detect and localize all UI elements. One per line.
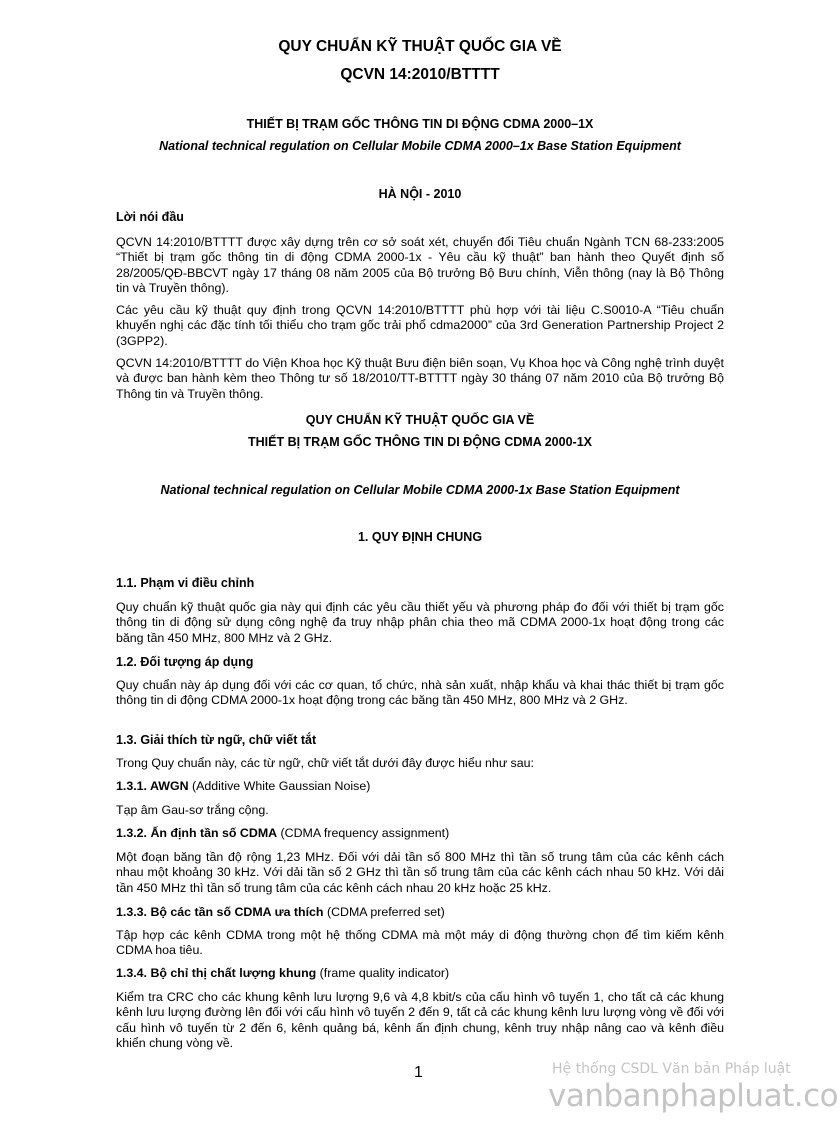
- term-name: 1.3.1. AWGN: [116, 779, 189, 793]
- section-1-2-text: Quy chuẩn này áp dụng đối với các cơ quan, tổ chức, nhà sản xuất, nhập khẩu và khai thác thiết bị trạm gốc thông tin di động CDMA 2000-1x hoạt động trong các băng tần 450 MHz, 800 MHz và 2 GHz.: [116, 678, 724, 708]
- foreword-paragraph-3: QCVN 14:2010/BTTTT do Viện Khoa học Kỹ thuật Bưu điện biên soạn, Vụ Khoa học và Công nghệ trình duyệt và được ban hành kèm theo Thông tư số 18/2010/TT-BTTTT ngày 30 tháng 07 năm 2010 của Bộ trưởng Bộ Thông tin và Truyền thông.: [116, 356, 724, 401]
- term-frame-quality-indicator-definition: Kiểm tra CRC cho các khung kênh lưu lượng 9,6 và 4,8 kbit/s của cấu hình vô tuyến 1, cho tất cả các khung kênh lưu lượng đường lên đối với cấu hình vô tuyến 2 đến 9, tất cả các khung kênh lưu lượng vòng về đối với cấu hình vô tuyến từ 2 đến 6, kênh quảng bá, kênh ấn định chung, kênh truy nhập nâng cao và kênh điều khiển chung vòng về.: [116, 990, 724, 1051]
- section-1-3-heading: 1.3. Giải thích từ ngữ, chữ viết tắt: [116, 733, 317, 747]
- document-title-line1: QUY CHUẨN KỸ THUẬT QUỐC GIA VỀ: [278, 38, 562, 55]
- section-1-1-text: Quy chuẩn kỹ thuật quốc gia này qui định các yêu cầu thiết yếu và phương pháp đo đối với thiết bị trạm gốc thông tin di động sử dụng công nghệ đa truy nhập phân chia theo mã CDMA 2000-1x hoạt động trong các băng tần 450 MHz, 800 MHz và 2 GHz.: [116, 600, 724, 645]
- term-gloss: (CDMA frequency assignment): [277, 826, 450, 840]
- regulation-title-line2: THIẾT BỊ TRẠM GỐC THÔNG TIN DI ĐỘNG CDMA 2000-1X: [247, 435, 592, 449]
- foreword-paragraph-2: Các yêu cầu kỹ thuật quy định trong QCVN 14:2010/BTTTT phù hợp với tài liệu C.S0010-A “Tiêu chuẩn khuyến nghị các đặc tính tối thiểu cho trạm gốc trải phổ cdma2000” của 3rd Generation Partnership Project 2 (3GPP2).: [116, 303, 724, 348]
- term-gloss: (Additive White Gaussian Noise): [188, 779, 371, 793]
- page-number: 1: [414, 1064, 423, 1081]
- section-1-1-heading: 1.1. Phạm vi điều chỉnh: [116, 576, 255, 590]
- foreword-heading: Lời nói đầu: [116, 210, 184, 224]
- section-1-heading: 1. QUY ĐỊNH CHUNG: [357, 530, 483, 544]
- place-year: HÀ NỘI - 2010: [378, 187, 462, 201]
- section-1-3-intro: Trong Quy chuẩn này, các từ ngữ, chữ viết tắt dưới đây được hiểu như sau:: [116, 756, 534, 770]
- foreword-paragraph-1: QCVN 14:2010/BTTTT được xây dựng trên cơ sở soát xét, chuyển đổi Tiêu chuẩn Ngành TCN 68-233:2005 “Thiết bị trạm gốc thông tin di động CDMA 2000-1x - Yêu cầu kỹ thuật” ban hành theo Quyết định số 28/2005/QĐ-BBCVT ngày 17 tháng 08 năm 2005 của Bộ trưởng Bộ Bưu chính, Viễn thông (nay là Bộ Thông tin và Truyền thông).: [116, 235, 724, 296]
- term-cdma-frequency-assignment-definition: Một đoạn băng tần độ rộng 1,23 MHz. Đối với dải tần số 800 MHz thì tần số trung tâm của các kênh cách nhau một khoảng 30 kHz. Với dải tần số 2 GHz thì tần số trung tâm của các kênh cách nhau 50 kHz. Với dải tần 450 MHz thì tần số trung tâm của các kênh cách nhau 20 kHz hoặc 25 kHz.: [116, 850, 724, 895]
- document-subtitle-en: National technical regulation on Cellular Mobile CDMA 2000–1x Base Station Equipment: [159, 139, 681, 153]
- term-name: 1.3.4. Bộ chỉ thị chất lượng khung: [116, 966, 317, 980]
- document-title-code: QCVN 14:2010/BTTTT: [340, 66, 500, 83]
- regulation-title-line1: QUY CHUẨN KỸ THUẬT QUỐC GIA VỀ: [305, 413, 535, 427]
- term-frame-quality-indicator: [116, 966, 449, 980]
- term-cdma-frequency-assignment: [116, 826, 449, 840]
- term-awgn: [116, 779, 370, 793]
- watermark-caption: Hệ thống CSDL Văn bản Pháp luật: [552, 1061, 791, 1077]
- term-gloss: (frame quality indicator): [316, 966, 450, 980]
- regulation-title-english: National technical regulation on Cellular Mobile CDMA 2000-1x Base Station Equipment: [160, 483, 680, 497]
- term-gloss: (CDMA preferred set): [323, 905, 445, 919]
- term-name: 1.3.3. Bộ các tần số CDMA ưa thích: [116, 905, 324, 919]
- watermark-site[interactable]: vanbanphapluat.co: [548, 1078, 839, 1114]
- term-awgn-definition: Tạp âm Gau-sơ trắng cộng.: [116, 803, 269, 817]
- section-1-2-heading: 1.2. Đối tượng áp dụng: [116, 655, 254, 669]
- term-cdma-preferred-set: [116, 905, 445, 919]
- term-name: 1.3.2. Ấn định tần số CDMA: [116, 826, 278, 840]
- term-cdma-preferred-set-definition: Tập hợp các kênh CDMA trong một hệ thống CDMA mà một máy di động thường chọn để tìm kiếm kênh CDMA hoa tiêu.: [116, 928, 724, 958]
- document-subtitle-vn: THIẾT BỊ TRẠM GỐC THÔNG TIN DI ĐỘNG CDMA 2000–1X: [246, 117, 594, 131]
